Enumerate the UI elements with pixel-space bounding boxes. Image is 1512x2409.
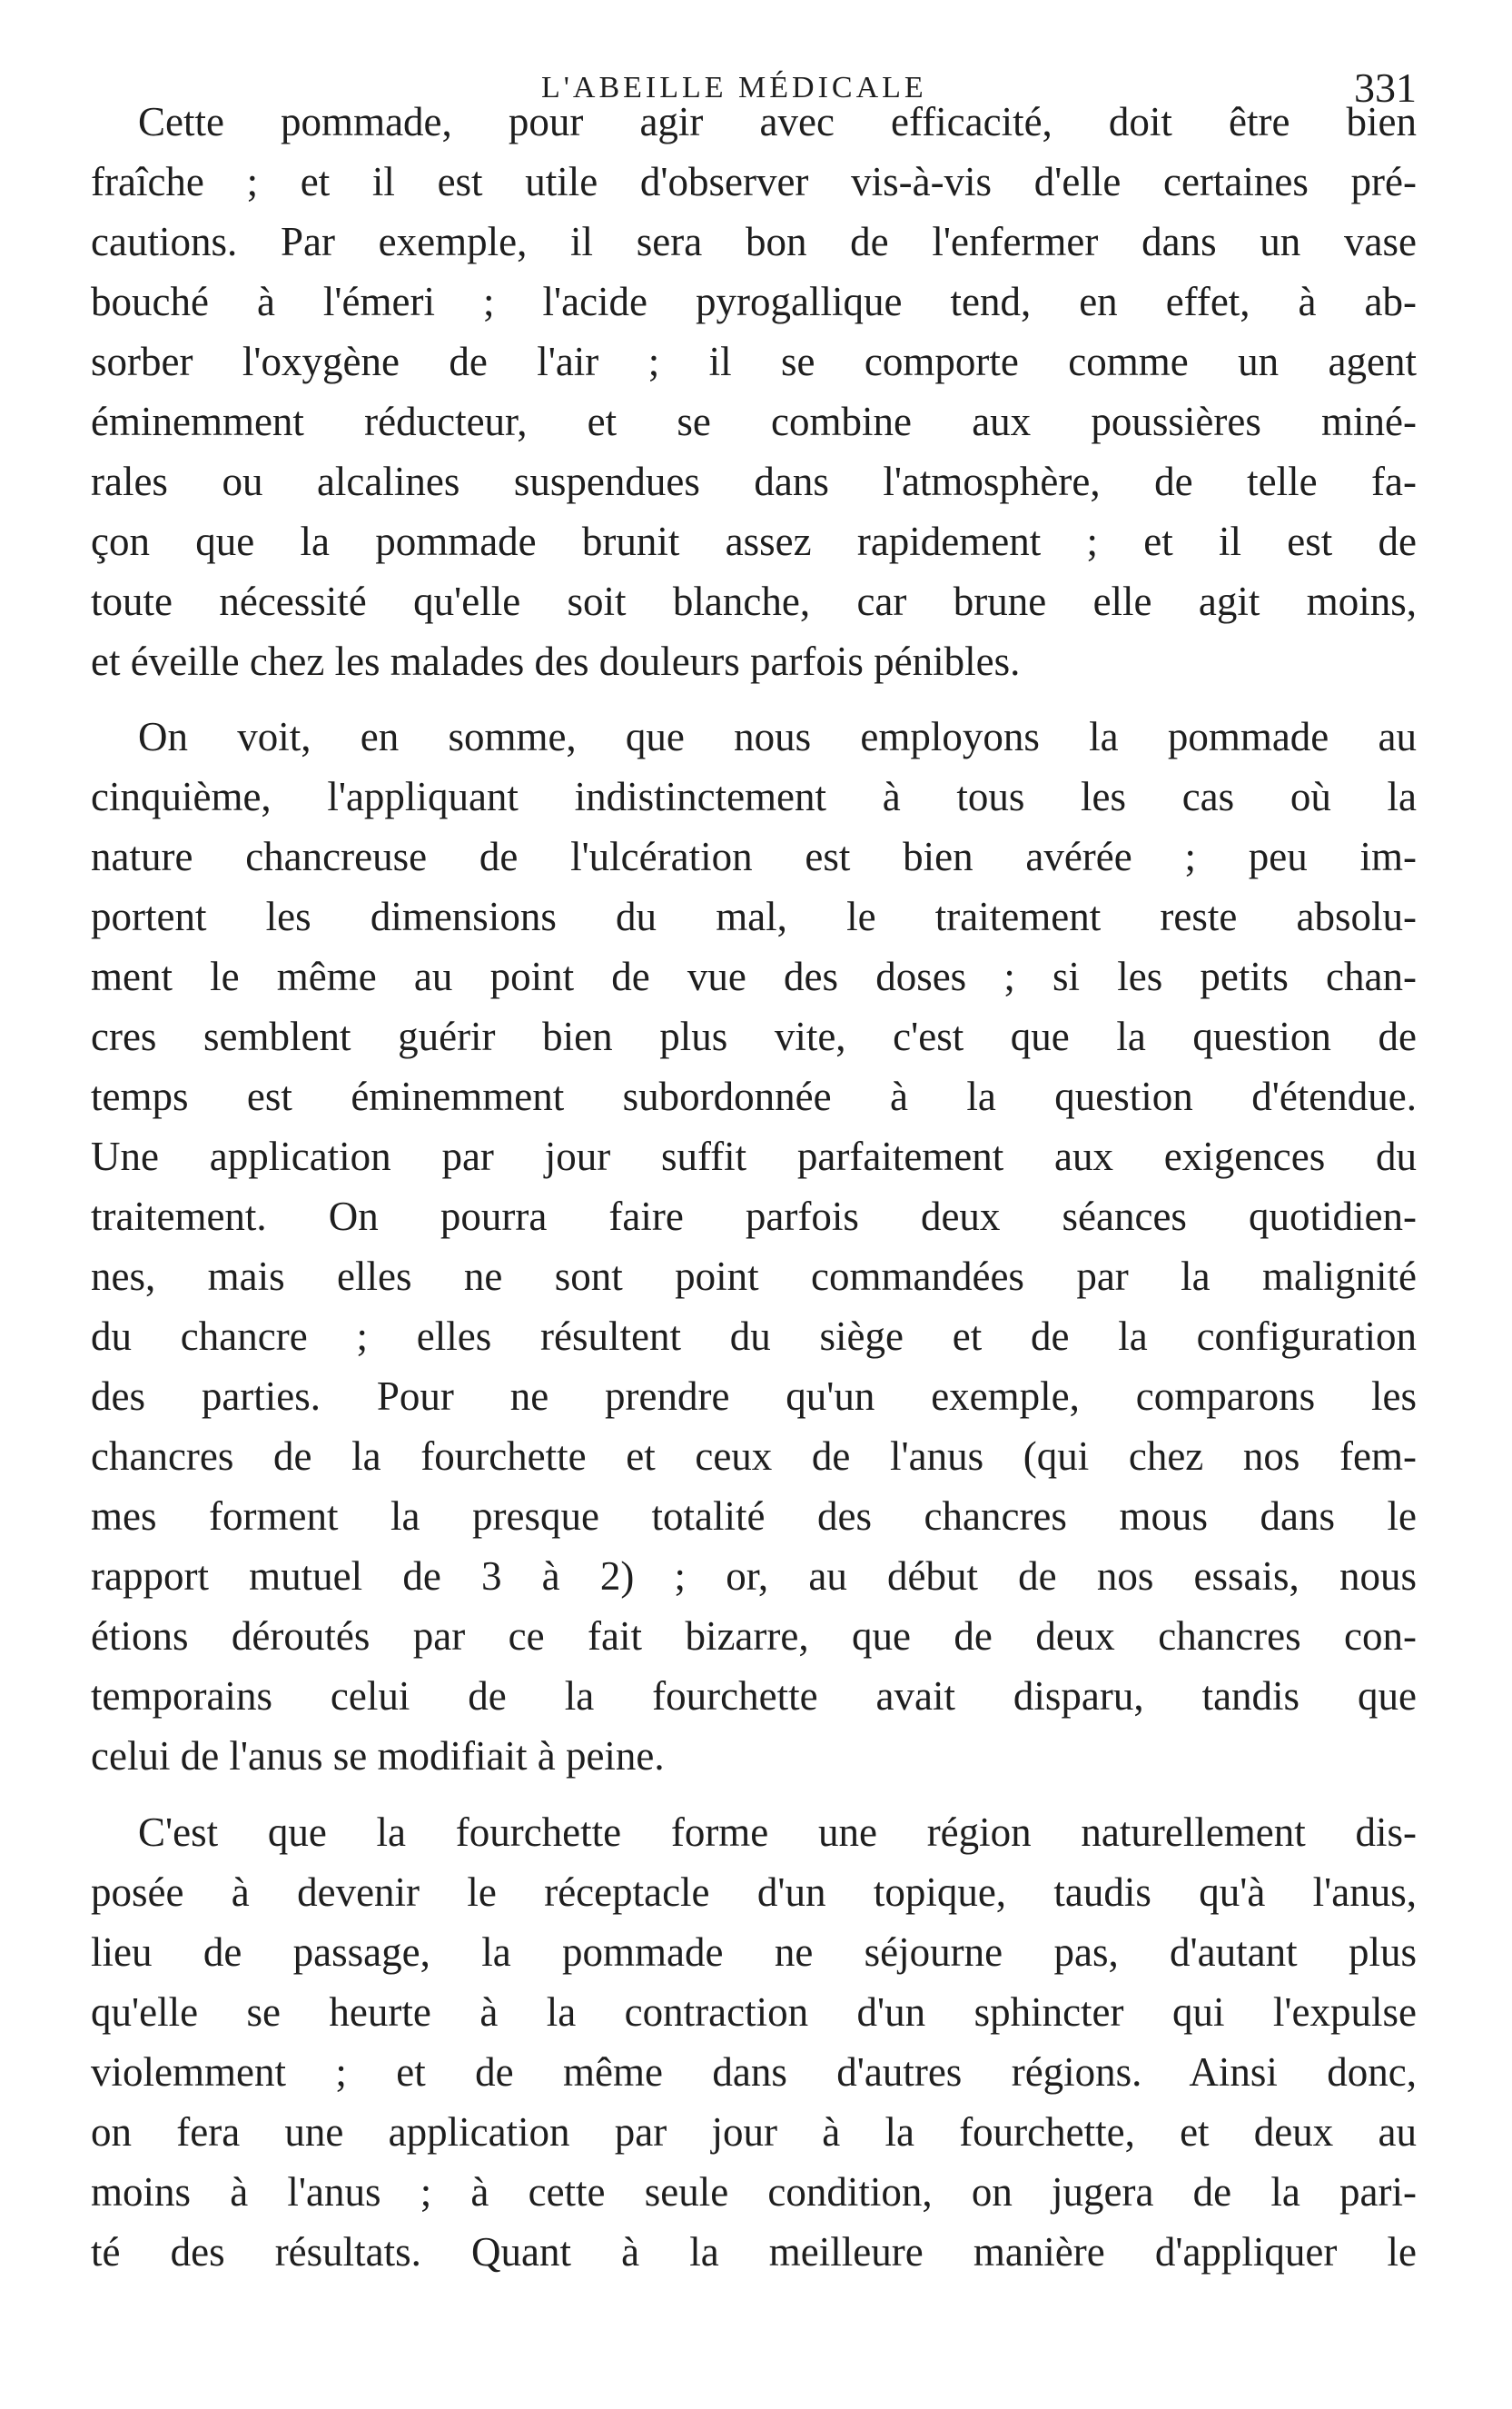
text-line: du chancre ; elles résultent du siège et de la configuration	[91, 1314, 1417, 1359]
text-line: sorber l'oxygène de l'air ; il se comporte comme un agent	[91, 339, 1417, 384]
text-line: violemment ; et de même dans d'autres régions. Ainsi donc,	[91, 2049, 1417, 2095]
text-line: étions déroutés par ce fait bizarre, que de deux chancres con-	[91, 1613, 1417, 1659]
text-line: nature chancreuse de l'ulcération est bien avérée ; peu im-	[91, 834, 1417, 879]
text-line: C'est que la fourchette forme une région naturellement dis-	[138, 1809, 1417, 1855]
text-line: chancres de la fourchette et ceux de l'anus (qui chez nos fem-	[91, 1433, 1417, 1479]
text-line: des parties. Pour ne prendre qu'un exemple, comparons les	[91, 1373, 1417, 1419]
text-line: té des résultats. Quant à la meilleure manière d'appliquer le	[91, 2229, 1417, 2275]
text-line: et éveille chez les malades des douleurs parfois pénibles.	[91, 639, 1021, 684]
text-line: cinquième, l'appliquant indistinctement à tous les cas où la	[91, 774, 1417, 819]
text-line: fraîche ; et il est utile d'observer vis-à-vis d'elle certaines pré-	[91, 159, 1417, 204]
text-line: On voit, en somme, que nous employons la pommade au	[138, 714, 1417, 759]
text-line: temps est éminemment subordonnée à la question d'étendue.	[91, 1074, 1417, 1119]
text-line: temporains celui de la fourchette avait disparu, tandis que	[91, 1673, 1417, 1719]
text-line: qu'elle se heurte à la contraction d'un sphincter qui l'expulse	[91, 1989, 1417, 2035]
text-line: nes, mais elles ne sont point commandées par la malignité	[91, 1254, 1417, 1299]
text-line: Cette pommade, pour agir avec efficacité, doit être bien	[138, 99, 1417, 144]
text-line: ment le même au point de vue des doses ; si les petits chan-	[91, 954, 1417, 999]
text-line: toute nécessité qu'elle soit blanche, car brune elle agit moins,	[91, 579, 1417, 624]
running-title: L'ABEILLE MÉDICALE	[541, 71, 927, 104]
text-line: celui de l'anus se modifiait à peine.	[91, 1733, 665, 1779]
text-line: rales ou alcalines suspendues dans l'atmosphère, de telle fa-	[91, 459, 1417, 504]
text-line: çon que la pommade brunit assez rapidement ; et il est de	[91, 519, 1417, 564]
text-line: Une application par jour suffit parfaitement aux exigences du	[91, 1134, 1417, 1179]
page-number: 331	[1354, 64, 1417, 111]
text-line: traitement. On pourra faire parfois deux séances quotidien-	[91, 1194, 1417, 1239]
text-line: on fera une application par jour à la fourchette, et deux au	[91, 2109, 1417, 2155]
text-line: mes forment la presque totalité des chancres mous dans le	[91, 1493, 1417, 1539]
text-line: bouché à l'émeri ; l'acide pyrogallique tend, en effet, à ab-	[91, 279, 1417, 324]
text-line: moins à l'anus ; à cette seule condition, on jugera de la pari-	[91, 2169, 1417, 2215]
text-line: rapport mutuel de 3 à 2) ; or, au début de nos essais, nous	[91, 1553, 1417, 1599]
text-line: portent les dimensions du mal, le traitement reste absolu-	[91, 894, 1417, 939]
text-line: cautions. Par exemple, il sera bon de l'enfermer dans un vase	[91, 219, 1417, 264]
text-line: posée à devenir le réceptacle d'un topique, taudis qu'à l'anus,	[91, 1869, 1417, 1915]
text-line: éminemment réducteur, et se combine aux poussières miné-	[91, 399, 1417, 444]
text-line: cres semblent guérir bien plus vite, c'est que la question de	[91, 1014, 1417, 1059]
text-line: lieu de passage, la pommade ne séjourne pas, d'autant plus	[91, 1929, 1417, 1975]
